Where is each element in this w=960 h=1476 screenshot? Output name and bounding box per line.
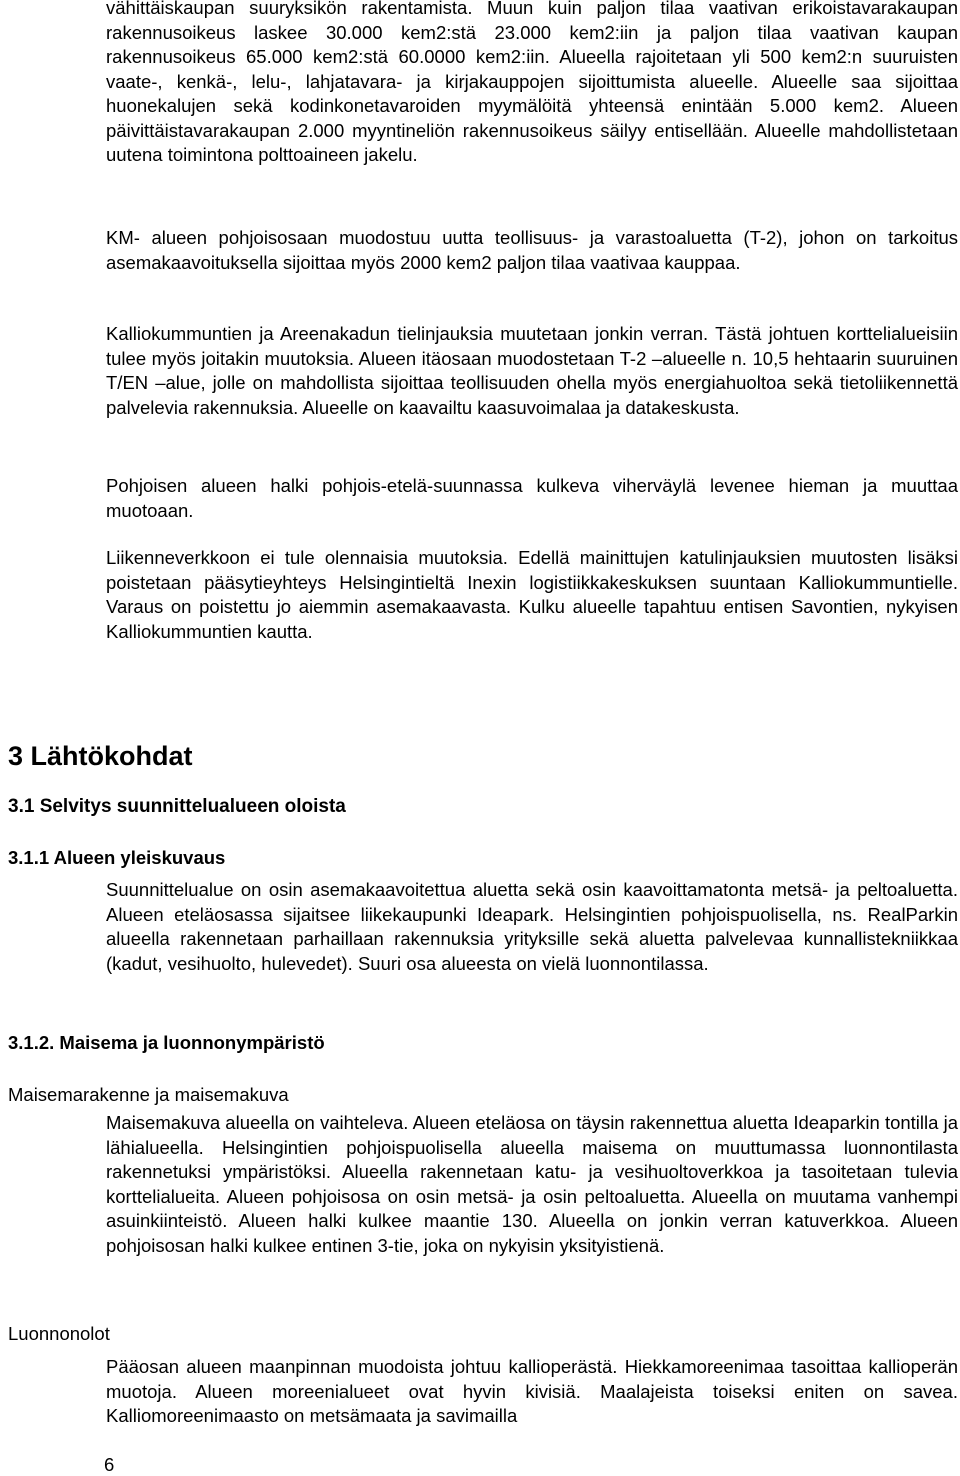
- side-label-landscape: Maisemarakenne ja maisemakuva: [8, 1084, 289, 1105]
- section-heading: 3 Lähtökohdat: [8, 741, 193, 771]
- paragraph-retail-rights: vähittäiskaupan suuryksikön rakentamista. Muun kuin paljon tilaa vaativan erikoistavarakaupan rakennusoikeus laskee 30.000 kem2:stä 23.000 kem2:iin ja paljon tilaa vaativan kaupan rakennusoikeus 65.000 kem2:stä 60.0000 kem2:iin. Alueella rajoitetaan yli 500 kem2:n suuruisten vaate-, kenkä-, lelu-, lahjatavara- ja kirjakauppojen sijoittumista alueelle. Alueelle saa sijoittaa huonekalujen sekä kodinkonetavaroiden myymälöitä yhteensä enintään 5.000 kem2. Alueen päivittäistavarakaupan 2.000 myyntineliön rakennusoikeus säilyy entisellään. Alueelle mahdollistetaan uutena toimintona polttoaineen jakelu.: [106, 0, 958, 165]
- paragraph-landscape: Maisemakuva alueella on vaihteleva. Alueen eteläosa on täysin rakennettua aluetta Ideaparkin tontilla ja lähialueella. Helsingintien pohjoispuolisella alueella maisema on muuttumassa luonnontilasta rakennetuksi ympäristöksi. Alueella rakennetaan katu- ja vesihuoltoverkkoa ja tasoitetaan tulevia korttelialueita. Alueen pohjoisosa on osin metsä- ja osin peltoaluetta. Alueella on muutama vanhempi asuinkiinteistö. Alueen halki kulkee maantie 130. Alueella on jonkin verran katuverkkoa. Alueen pohjoisosan halki kulkee entinen 3-tie, joka on nykyisin yksityistienä.: [106, 1112, 958, 1256]
- subsubsection-heading-landscape: 3.1.2. Maisema ja luonnonympäristö: [8, 1032, 325, 1053]
- paragraph-nature: Pääosan alueen maanpinnan muodoista johtuu kallioperästä. Hiekkamoreenimaa tasoittaa kallioperän muotoja. Alueen moreenialueet ovat hyvin kivisiä. Maalajeista toiseksi eniten on savea. Kalliomoreenimaasto on metsämaata ja savimailla: [106, 1356, 958, 1426]
- paragraph-traffic-network: Liikenneverkkoon ei tule olennaisia muutoksia. Edellä mainittujen katulinjauksien muutosten lisäksi poistetaan pääsytieyhteys Helsingintieltä Inexin logistiikkakeskuksen suuntaan Kalliokummuntielle. Varaus on poistettu jo aiemmin asemakaavasta. Kulku alueelle tapahtuu entisen Savontien, nykyisen Kalliokummuntien kautta.: [106, 547, 958, 642]
- page-number: 6: [104, 1454, 115, 1475]
- paragraph-industrial-area: KM- alueen pohjoisosaan muodostuu uutta teollisuus- ja varastoaluetta (T-2), johon on tarkoitus asemakaavoituksella sijoittaa myös 2000 kem2 paljon tilaa vaativaa kauppaa.: [106, 227, 958, 273]
- paragraph-street-alignments: Kalliokummuntien ja Areenakadun tielinjauksia muutetaan jonkin verran. Tästä johtuen korttelialueisiin tulee myös joitakin muutoksia. Alueen itäosaan muodostetaan T-2 –alueelle n. 10,5 hehtaarin suuruinen T/EN –alue, jolle on mahdollista sijoittaa teollisuuden ohella myös energiahuoltoa sekä tietoliikennettä palvelevia rakennuksia. Alueelle on kaavailtu kaasuvoimalaa ja datakeskusta.: [106, 323, 958, 418]
- subsubsection-heading-overview: 3.1.1 Alueen yleiskuvaus: [8, 847, 226, 868]
- paragraph-area-overview: Suunnittelualue on osin asemakaavoitettua aluetta sekä osin kaavoittamatonta metsä- ja peltoaluetta. Alueen eteläosassa sijaitsee liikekaupunki Ideapark. Helsingintien pohjoispuolisella, ns. RealParkin alueella rakennetaan parhaillaan rakennuksia yrityksille sekä aluetta palvelevaa kunnallistekniikkaa (kadut, vesihuolto, hulevedet). Suuri osa alueesta on vielä luonnontilassa.: [106, 879, 958, 974]
- side-label-nature: Luonnonolot: [8, 1323, 110, 1344]
- paragraph-green-corridor: Pohjoisen alueen halki pohjois-etelä-suunnassa kulkeva viherväylä levenee hieman ja muuttaa muotoaan.: [106, 475, 958, 521]
- subsection-heading: 3.1 Selvitys suunnittelualueen oloista: [8, 796, 346, 817]
